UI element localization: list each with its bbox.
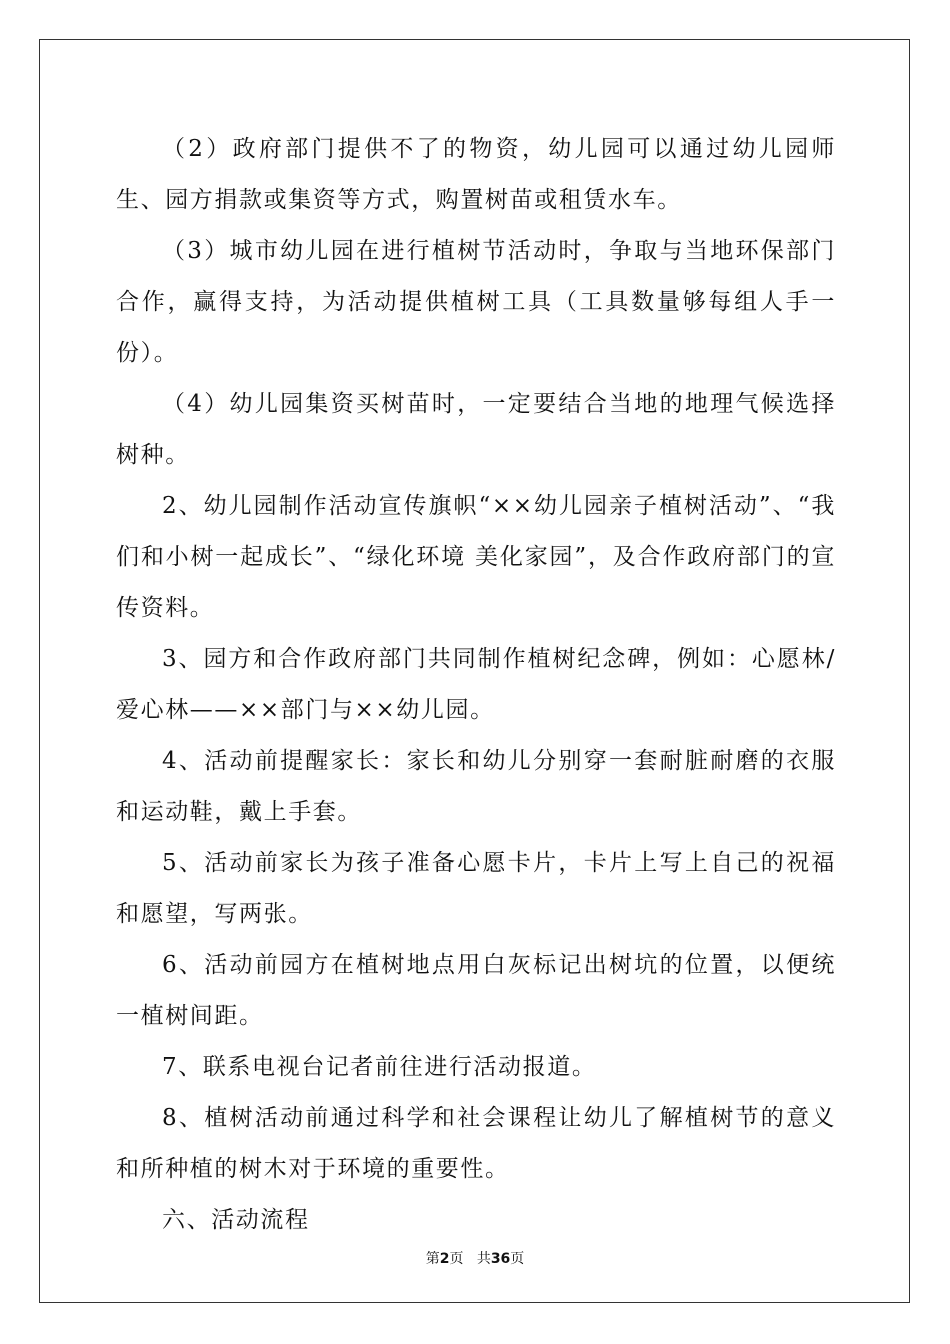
paragraph-banners: 2、幼儿园制作活动宣传旗帜“××幼儿园亲子植树活动”、“我们和小树一起成长”、“绿化环境 美化家园”，及合作政府部门的宣传资料。: [116, 493, 836, 621]
section-heading: 六、活动流程: [162, 1207, 310, 1233]
paragraph-item-3: （3）城市幼儿园在进行植树节活动时，争取与当地环保部门合作，赢得支持，为活动提供植树工具（工具数量够每组人手一份）。: [116, 238, 836, 366]
page-footer: [0, 1248, 950, 1268]
paragraph-wish-cards: 5、活动前家长为孩子准备心愿卡片，卡片上写上自己的祝福和愿望，写两张。: [116, 850, 836, 927]
document-body: [116, 124, 836, 1246]
footer-page-suffix: 页: [449, 1251, 464, 1267]
paragraph-tv-report: 7、联系电视台记者前往进行活动报道。: [162, 1054, 597, 1080]
footer-total-pages: 36: [490, 1251, 511, 1267]
footer-prefix: 第: [425, 1251, 440, 1267]
paragraph-item-4: （4）幼儿园集资买树苗时，一定要结合当地的地理气候选择树种。: [116, 391, 836, 468]
paragraph-reminder: 4、活动前提醒家长：家长和幼儿分别穿一套耐脏耐磨的衣服和运动鞋，戴上手套。: [116, 748, 836, 825]
paragraph-tree-pits: 6、活动前园方在植树地点用白灰标记出树坑的位置，以便统一植树间距。: [116, 952, 836, 1029]
footer-total-prefix: 共: [476, 1251, 491, 1267]
paragraph-courses: 8、植树活动前通过科学和社会课程让幼儿了解植树节的意义和所种植的树木对于环境的重要性。: [116, 1105, 836, 1182]
paragraph-monument: 3、园方和合作政府部门共同制作植树纪念碑，例如：心愿林/爱心林——××部门与××幼儿园。: [116, 646, 836, 723]
footer-page-number: 2: [439, 1251, 450, 1267]
paragraph-item-2: （2）政府部门提供不了的物资，幼儿园可以通过幼儿园师生、园方捐款或集资等方式，购置树苗或租赁水车。: [116, 136, 836, 213]
footer-total-suffix: 页: [510, 1251, 525, 1267]
